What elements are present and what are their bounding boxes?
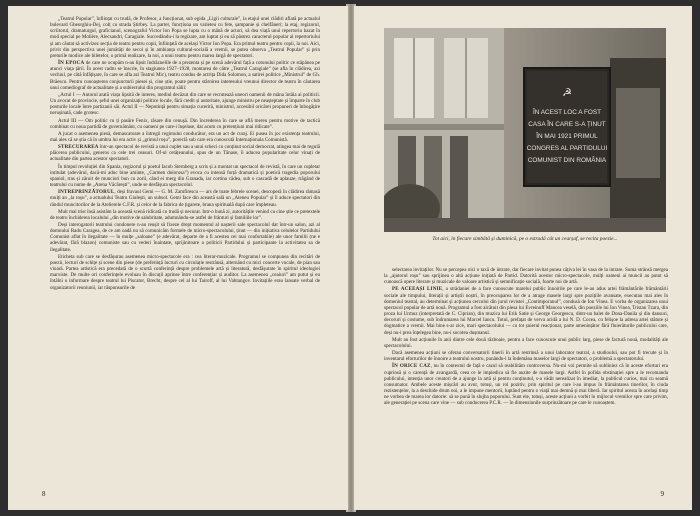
paragraph [50,209,320,221]
plaque-line-3: ÎN MAI 1921 PRIMUL [536,133,598,140]
paragraph-lead: PE ACEEAȘI LINIE [392,286,443,293]
memorial-plaque-photo [384,28,666,232]
paragraph [384,286,668,335]
paragraph-text: într-un spectacol de revistă a unui cuplet sau a unui scheci cu conținut social democrat, atingea mai de regulă plăcerea publicului, generos ca cele trei ceasuri. Of-ul cetățeanului, spus de un Tănase, îi aducea popularitate celor vinați de actualitate din partea acestor spectatori. [50,144,320,163]
paragraph-lead: STRECURAREA [58,144,99,151]
paragraph-text: Eticheta sub care se desfășurau asemenea micro-spectacole era : cea literar-muzicale. Programul se compunea din recitări de poezii, lecturi de schițe și scene din piese (de preferință lucruri cu circulație restrânsă, alternând cu mici concerte vocale, de pian sau vioară. Partea artistică era precedată de o scurtă conferință despre problemele artă și literatură, desfășurate în spiritul ideologiei marxiste. De multe ori conferințele evoluau în discuții aprinse între conferențiar și auditor. La asemenea „ceaiuri” am putut și eu întâlni o informare despre teatrul lui Piscator, Brecht, despre cel al lui Tairoff, al lui Vahtangov. Invitațiile erau lansate verbal de organizatorii reuniunii, iar răspunsurile de [50,253,320,291]
paragraph [50,222,320,253]
paragraph-text: A jucat o asemenea piesă, demascatoare a întregii regimului conducător, era un act de curaj. Ei pusea în joc existența teatrului, mai ales că se știa că în umbra lui era activ și „grimul roșu”, poreclă sub care era cunoscută Internaționala Comunistă. [50,130,320,143]
paragraph [50,189,320,207]
right-page [354,6,692,510]
paragraph [50,118,320,130]
paragraph [50,254,320,291]
left-page [8,6,348,510]
paragraph [50,144,320,162]
hammer-sickle-icon: ☭ [562,86,572,99]
page-number-right: 9 [660,490,664,498]
paragraph-text: de care ne ocupăm n-au lipsit îndrăznelile de a prezenta și pe scenă adevărul față a cotonului politic ce stăpânea pe atunci viața țării. În acest cadru se înscrie, în stagiunea 1927–1928, montarea de către „Teatrul Caragiale” (se afla în clădirea, azi vechiul, pe câtă înfățișare, în care se afla azi Teatrul Mic), teatru condus de actrița Dida Solomon, a satirei politice „Ministrul” de Gh. Brăescu. Pentru cunoașterea conjuncturii piesei și, cine știe, poate pentru stârnirea interesului vreunui director de teatru în căutarea unui comediograf de actualitate și a subiectului din programul sălii: [50,60,320,91]
left-text-column [50,16,320,476]
paragraph [50,60,320,91]
paragraph-text: Mult au fost acțiunile în anii dintre cele două războaie, pentru a face cunoscute unui public larg, piese de factură nouă, modalități ale spectacolului. [384,336,668,349]
paragraph [384,337,668,349]
plaque-line-1: ÎN ACEST LOC A FOST [532,109,602,116]
paragraph-text: În timpul revoluției din Spania, regizorul și poetul Iacob Sternberg a scris și a montat un spectacol de revistă, în care un cupletar intitulat (adevărul, dacă-mi aduc bine aminte, „Carmen dolorosa”) evoca cu intensă forță dramatică și poetică tragedia poporului spaniol, tras și zăruit de munciori bun cu zorii, când ei merg din Granada, iar cortina cădea, sub o cascadă de aplauze, trăgând de teatrului cu nume de „Arena Văcărești”, unde se desfășura spectacolul. [50,163,320,189]
page-number-left: 8 [42,490,46,498]
paragraph-text: Actul III — Om politic cu ți pasăre Fenix, răsare din cenușă. Din încrederea în care se află mereu pentru motive de tactică combinat cu noua partidă de guvernământ, cu oameni pe care-i înșelase, dar acum cu pretențiuni mai ridicate”. [50,117,320,130]
right-text-column [384,267,668,485]
paragraph [50,164,320,189]
plaque-line-5: COMUNIST DIN ROMÂNIA [527,157,607,164]
paragraph-lead: INTREPRINZĂTORUL [58,189,115,196]
photo-caption: Tot aici, în fiecare simbătă și duminică, pe o estradă cât un cearșaf, se recita poezie... [432,236,618,242]
paragraph [384,350,668,362]
paragraph-text: , deși fravaul Gemi — G. M. Zamfirescu — ars de toate febrele scenei, descoperă în clădirea rămasă mulți an „la roșu”, a actualului Teatru Giulești, un subsol. Gemi face din această sală un „Ateneu Popular” și îi aduce spectatori din rândul muncitorilor de la Atelierele C.F.R. și celor de la fabrica de țigarete, brana spirituală după care împleteau. [50,189,320,208]
paragraph [50,131,320,143]
paragraph [50,92,320,117]
paragraph-text: , nu în contextul de față e cazul să reabilităm controversa. Nu-mi voi permite să subliniez că în aceste eforturi era cuprinsă și o carență de avangardă, ceea ce le impiedica să fie auzite de masele largi. Astfel în pofida obstinației spre a le recomanda publicului, intenția unor creatori de a ajunge la artă și pentru conținutul, s-a vădit nerealizat în imediat, la publicul curios, mai cu seamă consumator. Ambele aceste mișcări au avut, totuși, un rol pozitiv, prin spiritul pe care l-au impus în frământarea tinerilor, în ciuda rezistențelor, la a deschide drum noi, a le impune mentorii, luptând pentru o viață mai demnă și mai liberă. Iar spiritul acesta în același timp ne vorbea de marea lor datorie: să se pună în slujba poporului. Sunt ele, totuși, aceste acțiuni a vorbit în mijlocul vremilor spre care privim, ale generației pe scena care vine — sub conducerea P.C.R. — în dimensiunile surprinzătoare pe care le cunoaștem. [384,363,668,407]
paragraph-text: „Teatrul Popular”, înființat cu trudă, de Profesor, a funcționat, sub egida „Ligii culturale”, la etajul unei clădiri aflată pe actualul bulevard Gheorghiu-Dej, colț cu strada Știrbey. La parter, funcționa un varieteu cu fete, șampanie și chelfăneri; la etaj, regizorul, scriitorul, dramaturgul, graficianul, scenograful Victor Ion Popa se lupta cu o mână de actori, să dea viață unui repertoriu bazat în mod special pe Molière, Alecsandri, Caragiale. Succedându-i la regizare, am luptat și eu să păstrez caracterul popular al repertoriului și am căutat să activizez secția de teatru pentru copii, înființată de același Victor Ion Popa. Era primul teatru pentru copii, la noi. Aici, privit din perspectiva unei jumătăți de secol și în ambianța cultural-socială a vremii, se putea observa „Teatrul Popular” și prin preturile modice ale biletelor, o primă realizare, la noi, a unui teatru pentru marea largă de spectatori. [50,16,320,59]
paragraph-text: Mult mai trist însă asistăm la această scenă ridicată cu trudă și necurat. Intr-o bună zi, autoritățile venind cu cine știe ce pretextele de teatru închiderea localului „din motive de salubritate, adumnându-se astfel de frânturi și familiile lor”. [50,208,320,221]
paragraph-text: Deși interogatorii teatrului condonere n-au reușit să fixeze drept momentul al nașterii sale spectacolul dat într-un salon, azi al domnului Radu Caragea, de ce am oadă nu să comunicăm formele de micro-spectacolului, ținut — din inițiativa celulelor Partidului Comunist aflat în ilegalitate — în mulțe „saloane” (e adevărat, departe de a fi acestea cei mai confortabile) ale unor familii (ne e adevărat, fără blazon) comuniste sau cu vederi înaintate, sprijinitoare a politicii Partidului și participante la activitatea sa de ilegalitate. [50,222,320,253]
plaque-line-2: CASA ÎN CARE S-A ȚINUT [528,121,606,128]
paragraph-lead: ÎN EPOCA [58,60,85,67]
paragraph-text: , a strădaniei de a face cunoscute marelui public înnoirile pe care le-au adus artei frământările frământării sociale ale timpului, literații și artiștii noștri, în preocuparea lor de a atrage masele largi spre pozițiile avansate, executau mai ales în domeniul teatral, au determinat și acțiunea cercului din jurul revistei „Contimporanul”, condusă de Ion Vinea. E vorba de organizarea unui spectacol popular de artă nouă. Programul a fost alcătuit din piesa lui Evreinoff Mancea veselă, din poeziile lui Ion Vinea, Tristan Tzara, din proza lui Urmuz (interpretată de C. Ciprian), din muzica lui Erik Satie și George Georgescu, dintr-un balet de Dona-Danila și din dansuri, decoruri și costume, sub îndrumarea lui Marcel Iancu. Totul, prefațat de verva acidă a lui N. D. Cocea, cu felișoe la adresa artei stătute și dogmatice a vremii. Mai bine s-ar zice, mari spectacolului — cu tot șuierul reacționar, parte amenințător fără fluierăturile publicului care, deși nu-i prea înțelegea bine, nu-i socotea dușmanul. [384,286,668,336]
paragraph [50,16,320,59]
paragraph-lead: ÎN ORICE CAZ [392,363,431,370]
paragraph-text: Dacă asemenea acțiuni se oferau conversatorii tinerii în artă restrinsă a unui laborator teatral, a studioului, sau pot fi trecute și în inventarul eforturilor de înnoire a teatrului nostru, punându-l la îndemâna maselor largi de spectatori, o problemă a spectatorului. [384,350,668,363]
paragraph-text: „Actul I — Autorul arată viața lipsită de interes, mediul decăzut din care se recrutează uneori oamenii de mâna întâia ai politicii. Un avocat de provincie, șeful unei organizații politice locale, fără credit și autoritate, ajunge ministru pe neașteptate și împarte în club posturile locale între partizanii săi. Actul II — Neputință pentru situația cucerită, ministrul, accesibil oricărei propuneri de înbogățire nerușinată, cade grotesc. [50,91,320,117]
paragraph [384,363,668,406]
paragraph-text: selectarea invitaților. Nu se percepea nici o taxă de intrare, dar fiecare invitat punea câțiva lei în vasa de la intrare. Suma strânsă mergea la „ajutorul roșu” sau sprijinea o altă acțiune inițiată de Partid. Datorită acestor micro-spectacole, mulți oameni ai muncii au putut să cunoască opere literare și muzicale de valoare artistică și semnificație socială, foarte noi de artă. [384,267,668,286]
plaque-line-4: CONGRES AL PARTIDULUI [526,145,608,152]
paragraph [384,267,668,285]
